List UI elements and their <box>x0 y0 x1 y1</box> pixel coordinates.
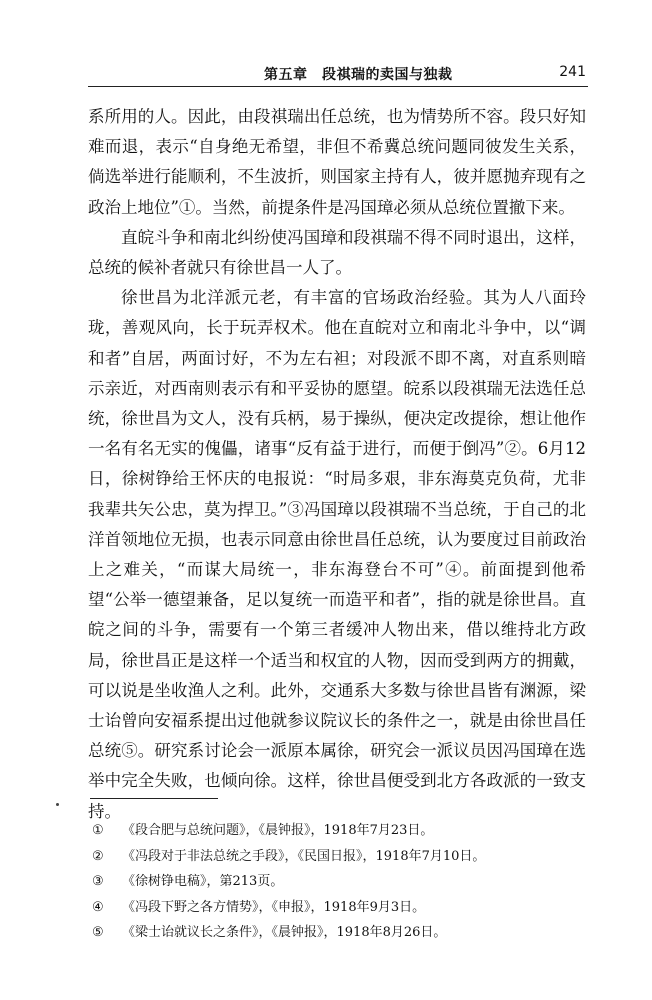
footnote-text: 《梁士诒就议长之条件》，《晨钟报》，1918年8月26日。 <box>122 925 447 940</box>
footnote-1 <box>92 818 572 844</box>
paragraph-3: 徐世昌为北洋派元老，有丰富的官场政治经验。其为人八面玲珑，善观风向，长于玩弄权术。他在直皖对立和南北斗争中，以“调和者”自居，两面讨好，不为左右袒；对段派不即不离，对直系则暗示亲近，对西南则表示有和平妥协的愿望。皖系以段祺瑞无法选任总统，徐世昌为文人，没有兵柄，易于操纵，便决定改提徐，想让他作一名有名无实的傀儡，诸事“反有益于进行，而便于倒冯”②。6月12日，徐树铮给王怀庆的电报说：“时局多艰，非东海莫克负荷，尤非我辈共矢公忠，莫为捍卫。”③冯国璋以段祺瑞不当总统，于自己的北洋首领地位无损，也表示同意由徐世昌任总统，认为要度过目前政治上之难关，“而谋大局统一，非东海登台不可”④。前面提到他希望“公举一德望兼备，足以复统一而造平和者”，指的就是徐世昌。直皖之间的斗争，需要有一个第三者缓冲人物出来，借以维持北方政局，徐世昌正是这样一个适当和权宜的人物，因而受到两方的拥戴，可以说是坐收渔人之利。此外，交通系大多数与徐世昌皆有渊源，梁士诒曾向安福系提出过他就参议院议长的条件之一，就是由徐世昌任总统⑤。研究系讨论会一派原本属徐，研究会一派议员因冯国璋在选举中完全失败，也倾向徐。这样，徐世昌便受到北方各政派的一致支持。 <box>88 288 586 821</box>
footnote-text: 《冯段下野之各方情势》，《申报》，1918年9月3日。 <box>122 899 426 915</box>
footnote-mark: ④ <box>92 899 104 915</box>
page-speck <box>56 803 59 806</box>
footnote-mark: ⑤ <box>92 925 104 940</box>
footnote-text: 《段合肥与总统问题》，《晨钟报》，1918年7月23日。 <box>122 823 434 838</box>
footnote-text: 《冯段对于非法总统之手段》，《民国日报》，1918年7月10日。 <box>122 848 486 864</box>
footnote-3 <box>92 869 572 895</box>
paragraph-1: 系所用的人。因此，由段祺瑞出任总统，也为情势所不容。段只好知难而退，表示“自身绝无希望，非但不希冀总统问题同彼发生关系，倘选举进行能顺利，不生波折，则国家主持有人，彼并愿抛弃现有之政治上地位”①。当然，前提条件是冯国璋必须从总统位置撤下来。 <box>88 107 586 217</box>
footnote-divider <box>90 798 218 799</box>
footnote-mark: ② <box>92 848 104 864</box>
paragraph-2: 直皖斗争和南北纠纷使冯国璋和段祺瑞不得不同时退出，这样，总统的候补者就只有徐世昌一人了。 <box>88 227 586 278</box>
page-number: 241 <box>559 64 586 80</box>
footnote-4 <box>92 895 572 921</box>
body-text <box>88 102 586 827</box>
footnote-mark: ① <box>92 823 104 838</box>
footnote-2 <box>92 844 572 870</box>
footnote-5 <box>92 920 572 946</box>
footnotes <box>92 818 572 946</box>
running-header <box>88 62 588 87</box>
footnote-mark: ③ <box>92 874 104 889</box>
chapter-title: 第五章 段祺瑞的卖国与独裁 <box>264 67 453 83</box>
footnote-text: 《徐树铮电稿》，第213页。 <box>122 874 284 889</box>
